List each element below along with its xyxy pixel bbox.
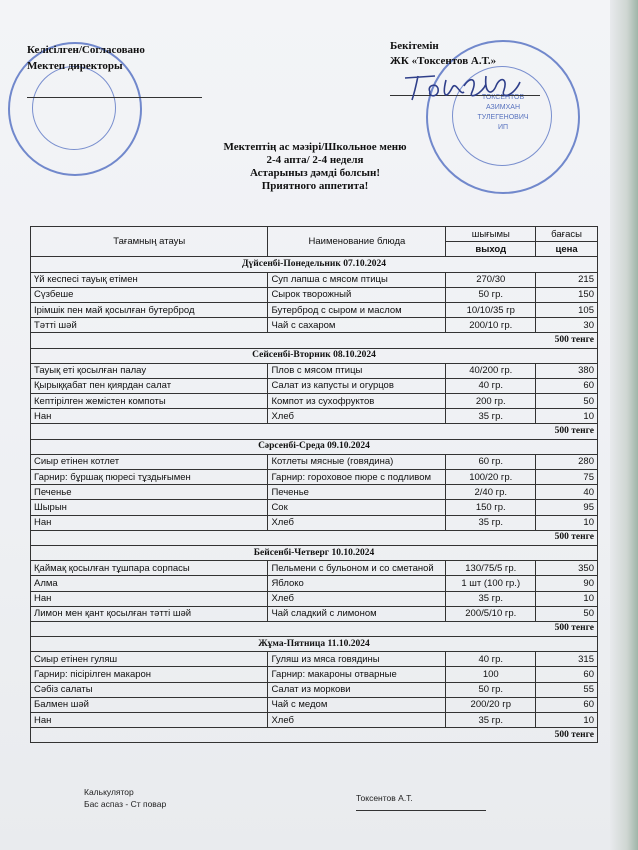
dish-price: 50	[536, 606, 598, 621]
table-row	[31, 561, 598, 576]
dish-output: 200 гр.	[446, 394, 536, 409]
dish-kz: Шырын	[31, 500, 268, 515]
dish-price: 50	[536, 394, 598, 409]
day-total: 500 тенге	[31, 424, 598, 439]
total-row	[31, 728, 598, 743]
table-row	[31, 302, 598, 317]
dish-kz: Нан	[31, 515, 268, 530]
dish-price: 315	[536, 652, 598, 667]
dish-output: 100/20 гр.	[446, 470, 536, 485]
day-title: Сейсенбі-Вторник 08.10.2024	[31, 348, 598, 363]
dish-ru: Котлеты мясные (говядина)	[268, 454, 446, 469]
dish-ru: Хлеб	[268, 515, 446, 530]
dish-output: 1 шт (100 гр.)	[446, 576, 536, 591]
title-line4: Приятного аппетита!	[261, 180, 369, 192]
dish-price: 10	[536, 591, 598, 606]
dish-kz: Қаймақ қосылған тұшпара сорпасы	[31, 561, 268, 576]
left-signature-line	[27, 97, 202, 98]
day-total: 500 тенге	[31, 728, 598, 743]
dish-kz: Сиыр етінен гуляш	[31, 652, 268, 667]
table-row	[31, 394, 598, 409]
day-title: Бейсенбі-Четверг 10.10.2024	[31, 545, 598, 560]
header-output-ru: выход	[446, 242, 536, 257]
table-row	[31, 606, 598, 621]
dish-output: 35 гр.	[446, 515, 536, 530]
dish-kz: Сүзбеше	[31, 287, 268, 302]
table-row	[31, 318, 598, 333]
dish-output: 150 гр.	[446, 500, 536, 515]
dish-ru: Хлеб	[268, 409, 446, 424]
day-title: Жұма-Пятница 11.10.2024	[31, 637, 598, 652]
day-total: 500 тенге	[31, 530, 598, 545]
day-title: Дүйсенбі-Понедельник 07.10.2024	[31, 257, 598, 272]
day-row	[31, 545, 598, 560]
dish-price: 60	[536, 378, 598, 393]
dish-output: 2/40 гр.	[446, 485, 536, 500]
table-row	[31, 287, 598, 302]
day-row	[31, 637, 598, 652]
dish-kz: Ірімшік пен май қосылған бутерброд	[31, 302, 268, 317]
day-total: 500 тенге	[31, 621, 598, 636]
footer-calculator: Калькулятор	[84, 787, 134, 797]
dish-output: 50 гр.	[446, 682, 536, 697]
dish-output: 50 гр.	[446, 287, 536, 302]
dish-output: 35 гр.	[446, 713, 536, 728]
dish-kz: Гарнир: бұршақ пюресі тұздығымен	[31, 470, 268, 485]
dish-price: 90	[536, 576, 598, 591]
dish-price: 105	[536, 302, 598, 317]
menu-body	[31, 257, 598, 743]
dish-price: 215	[536, 272, 598, 287]
approval-right-line2: ЖК «Токсентов А.Т.»	[390, 55, 497, 67]
approval-left-line1: Келісілген/Согласовано	[27, 44, 145, 56]
approval-right-line1: Бекітемін	[390, 40, 439, 52]
dish-output: 270/30	[446, 272, 536, 287]
dish-ru: Компот из сухофруктов	[268, 394, 446, 409]
table-row	[31, 682, 598, 697]
table-row	[31, 652, 598, 667]
dish-output: 200/5/10 гр.	[446, 606, 536, 621]
dish-kz: Нан	[31, 713, 268, 728]
title-line3: Астарыныз дәмді болсын!	[249, 167, 381, 179]
dish-price: 10	[536, 713, 598, 728]
total-row	[31, 424, 598, 439]
table-row	[31, 591, 598, 606]
dish-kz: Тәтті шәй	[31, 318, 268, 333]
day-total: 500 тенге	[31, 333, 598, 348]
dish-price: 350	[536, 561, 598, 576]
day-row	[31, 348, 598, 363]
total-row	[31, 333, 598, 348]
table-row	[31, 576, 598, 591]
dish-kz: Үй кеспесі тауық етімен	[31, 272, 268, 287]
header-output-kz: шығымы	[446, 227, 536, 242]
seal-text-line3: ТУЛЕГЕНОВИЧ	[477, 114, 529, 121]
background-edge	[610, 0, 638, 850]
table-row	[31, 363, 598, 378]
seal-text-line2: АЗИМХАН	[485, 104, 521, 111]
dish-output: 40 гр.	[446, 378, 536, 393]
menu-title	[190, 141, 440, 193]
dish-kz: Гарнир: пісірілген макарон	[31, 667, 268, 682]
dish-output: 40/200 гр.	[446, 363, 536, 378]
dish-ru: Хлеб	[268, 713, 446, 728]
dish-ru: Чай с сахаром	[268, 318, 446, 333]
dish-kz: Қырыққабат пен қиярдан салат	[31, 378, 268, 393]
approval-left-line2: Мектеп директоры	[27, 60, 123, 72]
table-row	[31, 697, 598, 712]
dish-price: 60	[536, 697, 598, 712]
dish-ru: Салат из капусты и огурцов	[268, 378, 446, 393]
dish-output: 10/10/35 гр	[446, 302, 536, 317]
table-row	[31, 500, 598, 515]
dish-output: 35 гр.	[446, 591, 536, 606]
table-row	[31, 470, 598, 485]
table-row	[31, 713, 598, 728]
dish-ru: Гуляш из мяса говядины	[268, 652, 446, 667]
dish-kz: Алма	[31, 576, 268, 591]
dish-ru: Сок	[268, 500, 446, 515]
dish-ru: Чай с медом	[268, 697, 446, 712]
total-row	[31, 530, 598, 545]
dish-kz: Нан	[31, 409, 268, 424]
table-row	[31, 272, 598, 287]
header-price-kz: бағасы	[536, 227, 598, 242]
dish-price: 30	[536, 318, 598, 333]
dish-ru: Печенье	[268, 485, 446, 500]
dish-price: 150	[536, 287, 598, 302]
table-row	[31, 378, 598, 393]
day-row	[31, 439, 598, 454]
dish-kz: Кептірілген жемістен компоты	[31, 394, 268, 409]
dish-price: 60	[536, 667, 598, 682]
dish-kz: Тауық еті қосылған палау	[31, 363, 268, 378]
dish-output: 130/75/5 гр.	[446, 561, 536, 576]
footer-name: Токсентов А.Т.	[356, 793, 413, 803]
dish-ru: Салат из моркови	[268, 682, 446, 697]
footer-chef: Бас аспаз - Ст повар	[84, 799, 167, 809]
dish-ru: Хлеб	[268, 591, 446, 606]
title-line1: Мектептің ас мәзірі/Школьное меню	[223, 141, 407, 153]
dish-kz: Сәбіз салаты	[31, 682, 268, 697]
dish-ru: Пельмени с бульоном и со сметаной	[268, 561, 446, 576]
dish-price: 280	[536, 454, 598, 469]
menu-table	[30, 226, 598, 743]
dish-ru: Сырок творожный	[268, 287, 446, 302]
dish-ru: Яблоко	[268, 576, 446, 591]
seal-text-line4: ИП	[497, 124, 509, 131]
dish-output: 200/10 гр.	[446, 318, 536, 333]
dish-output: 100	[446, 667, 536, 682]
table-row	[31, 515, 598, 530]
title-line2: 2-4 апта/ 2-4 неделя	[266, 154, 364, 166]
header-ru-name: Наименование блюда	[268, 227, 446, 257]
dish-price: 95	[536, 500, 598, 515]
dish-output: 200/20 гр	[446, 697, 536, 712]
dish-price: 75	[536, 470, 598, 485]
dish-kz: Печенье	[31, 485, 268, 500]
dish-output: 35 гр.	[446, 409, 536, 424]
header-kz-name: Тағамның атауы	[31, 227, 268, 257]
dish-price: 380	[536, 363, 598, 378]
handwritten-signature	[400, 66, 530, 106]
table-row	[31, 485, 598, 500]
header-price-ru: цена	[536, 242, 598, 257]
dish-price: 10	[536, 515, 598, 530]
dish-output: 40 гр.	[446, 652, 536, 667]
dish-ru: Суп лапша с мясом птицы	[268, 272, 446, 287]
dish-ru: Гарнир: гороховое пюре с подливом	[268, 470, 446, 485]
day-title: Сәрсенбі-Среда 09.10.2024	[31, 439, 598, 454]
footer-signature-line	[356, 810, 486, 811]
dish-kz: Сиыр етінен котлет	[31, 454, 268, 469]
day-row	[31, 257, 598, 272]
dish-output: 60 гр.	[446, 454, 536, 469]
seal-text-name: ТОКСЕНТОВ	[481, 94, 525, 101]
table-row	[31, 667, 598, 682]
dish-ru: Бутерброд с сыром и маслом	[268, 302, 446, 317]
dish-kz: Нан	[31, 591, 268, 606]
dish-kz: Лимон мен қант қосылған тәтті шәй	[31, 606, 268, 621]
dish-price: 40	[536, 485, 598, 500]
dish-ru: Плов с мясом птицы	[268, 363, 446, 378]
table-row	[31, 409, 598, 424]
dish-ru: Гарнир: макароны отварные	[268, 667, 446, 682]
dish-kz: Балмен шәй	[31, 697, 268, 712]
dish-price: 55	[536, 682, 598, 697]
table-row	[31, 454, 598, 469]
dish-ru: Чай сладкий с лимоном	[268, 606, 446, 621]
dish-price: 10	[536, 409, 598, 424]
total-row	[31, 621, 598, 636]
